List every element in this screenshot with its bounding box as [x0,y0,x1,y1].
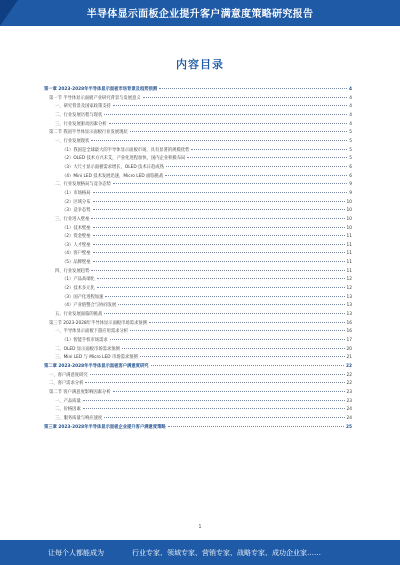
toc-entry[interactable] [44,190,352,199]
toc-entry-title: 第二节 客户满意度影响因素分析 [49,389,111,395]
toc-dot-leader [151,365,344,366]
toc-dot-leader [83,400,345,401]
toc-entry-page: 23 [346,389,352,395]
toc-dot-leader [113,391,345,392]
toc-entry-title: 三、行业进入壁垒 [55,216,90,222]
toc-entry-page: 13 [346,294,352,300]
toc-entry[interactable] [44,242,352,251]
toc-entry-page: 20 [346,346,352,352]
toc-dot-leader [149,322,345,323]
toc-dot-leader [93,235,345,236]
toc-dot-leader [90,374,345,375]
toc-entry-title: （2）技术多元化 [62,286,95,292]
toc-entry-title: 五、行业发展面临的挑战 [55,312,103,318]
toc-heading: 内容目录 [176,58,224,71]
toc-entry-title: 二、OLED 显示面板市场需求预测 [55,346,120,352]
toc-dot-leader [93,252,345,253]
toc-entry[interactable] [44,250,352,259]
toc-entry-page: 5 [349,156,352,162]
toc-entry[interactable] [44,268,352,277]
toc-entry-title: 三、服务质量与响应速度 [55,415,103,421]
toc-entry[interactable] [44,225,352,234]
toc-entry[interactable] [44,86,352,95]
toc-entry[interactable] [44,276,352,285]
toc-entry-page: 4 [349,87,352,92]
toc-entry[interactable] [44,354,352,363]
toc-entry-title: （4）产业链整合与协同发展 [62,303,117,309]
toc-entry-title: （1）我国是全球最大的半导体显示面板市场，具有显著的规模优势 [62,147,190,153]
table-of-contents [44,86,352,432]
toc-entry-title: （3）大尺寸显示面板需求增长，OLED 技术日趋成熟 [62,164,164,170]
toc-entry-page: 6 [349,173,352,179]
toc-dot-leader [93,244,345,245]
toc-entry-page: 13 [346,303,352,309]
toc-entry-title: 一、产品质量 [55,398,81,404]
toc-entry-title: （4）Mini LED 技术发展迅速，Micro LED 面临挑战 [62,173,164,179]
toc-entry[interactable] [44,294,352,303]
toc-entry[interactable] [44,398,352,407]
toc-entry-title: 第三节 2023-2028年半导体显示面板市场需求预测 [49,320,147,326]
toc-entry[interactable] [44,380,352,389]
toc-dot-leader [109,123,348,124]
toc-dot-leader [166,166,347,167]
toc-entry[interactable] [44,389,352,398]
toc-entry-title: 三、行业发展驱动因素分析 [55,121,107,127]
toc-entry-title: 一、研究背景及国家政策支持 [55,104,111,110]
toc-entry-page: 23 [346,398,352,404]
toc-entry-page: 5 [349,130,352,136]
toc-dot-leader [105,296,344,297]
toc-entry-page: 13 [346,312,352,318]
toc-entry-title: （3）人才壁垒 [62,242,91,248]
toc-entry-page: 24 [346,415,352,421]
toc-entry[interactable] [44,138,352,147]
toc-dot-leader [191,149,347,150]
toc-entry-title: （4）客户壁垒 [62,251,91,257]
toc-entry-page: 25 [346,424,352,430]
toc-entry-page: 9 [349,190,352,196]
toc-entry-page: 11 [346,268,352,274]
toc-entry-title: 二、客户需求分析 [49,381,84,387]
toc-dot-leader [110,339,345,340]
toc-entry[interactable] [44,173,352,182]
toc-entry-title: 第一节 半导体显示面板产业研究背景与发展意义 [49,95,141,101]
toc-dot-leader [83,408,345,409]
toc-entry[interactable] [44,406,352,415]
toc-dot-leader [143,97,348,98]
toc-entry-title: （1）智能手机市场需求 [62,338,108,344]
toc-entry-page: 6 [349,164,352,170]
toc-dot-leader [91,270,344,271]
footer-slogan: 让每个人都能成为 [48,549,104,557]
toc-entry[interactable] [44,259,352,268]
toc-entry[interactable] [44,346,352,355]
toc-entry-title: 三、Mini LED 与 Micro LED 市场需求预测 [55,355,138,361]
toc-entry-page: 9 [349,182,352,188]
toc-entry-page: 21 [346,355,352,361]
toc-entry-title: （2）资金壁垒 [62,234,91,240]
toc-dot-leader [97,287,345,288]
toc-entry-title: （1）技术壁垒 [62,225,91,231]
toc-entry[interactable] [44,328,352,337]
toc-entry-title: 四、行业发展趋势 [55,268,90,274]
toc-dot-leader [159,88,347,89]
toc-entry-title: 二、价格因素 [55,407,81,413]
toc-dot-leader [140,356,345,357]
toc-entry-title: 第一章 2023-2028年半导体显示面板市场背景及趋势预测 [44,87,158,92]
toc-entry-title: （2）OLED 技术方兴未艾，产业化进程加快，国内企业积极布局 [62,156,186,162]
toc-dot-leader [187,157,347,158]
toc-dot-leader [104,417,344,418]
toc-entry[interactable] [44,207,352,216]
toc-entry-page: 4 [349,121,352,127]
toc-dot-leader [168,426,344,427]
toc-dot-leader [118,304,344,305]
page-number: 1 [198,524,202,530]
toc-dot-leader [85,382,344,383]
toc-entry-page: 12 [346,286,352,292]
toc-entry-page: 10 [346,208,352,214]
toc-dot-leader [165,175,347,176]
toc-entry[interactable] [44,320,352,329]
toc-entry-title: 一、半导体显示面板下游应用需求分析 [55,329,129,335]
toc-dot-leader [104,114,347,115]
toc-entry[interactable] [44,372,352,381]
toc-entry-title: （2）区域分布 [62,199,91,205]
toc-entry-title: （5）品牌壁垒 [62,260,91,266]
toc-entry-page: 11 [346,242,352,248]
toc-entry-title: （1）产品高端化 [62,277,95,283]
toc-entry-page: 4 [349,95,352,101]
toc-dot-leader [113,105,347,106]
toc-entry[interactable] [44,216,352,225]
toc-entry-title: （1）市场格局 [62,190,91,196]
toc-entry-title: 第二章 2023-2028年半导体显示面板客户满意度研究 [44,364,149,369]
toc-entry-title: （3）国产化进程加速 [62,294,104,300]
toc-entry[interactable] [44,199,352,208]
toc-entry[interactable] [44,285,352,294]
toc-dot-leader [130,131,348,132]
toc-dot-leader [97,278,345,279]
toc-entry-page: 11 [346,251,352,257]
toc-dot-leader [93,227,345,228]
report-title: 半导体显示面板企业提升客户满意度策略研究报告 [86,9,314,20]
toc-entry[interactable] [44,415,352,424]
toc-dot-leader [93,192,348,193]
toc-entry[interactable] [44,363,352,372]
toc-entry-page: 22 [346,372,352,378]
toc-entry[interactable] [44,112,352,121]
footer-tags: 行业专家、领域专家、营销专家、战略专家、成功企业家…… [132,549,321,557]
toc-dot-leader [93,201,345,202]
toc-entry-page: 5 [349,138,352,144]
toc-entry-page: 17 [346,338,352,344]
toc-entry-page: 10 [346,199,352,205]
toc-dot-leader [130,330,344,331]
toc-entry[interactable] [44,302,352,311]
toc-dot-leader [113,183,347,184]
toc-entry[interactable] [44,121,352,130]
toc-entry-page: 4 [349,112,352,118]
toc-entry-page: 12 [346,277,352,283]
toc-entry-page: 11 [346,260,352,266]
toc-entry[interactable] [44,129,352,138]
toc-entry[interactable] [44,424,352,433]
toc-entry[interactable] [44,155,352,164]
toc-entry[interactable] [44,147,352,156]
toc-entry[interactable] [44,311,352,320]
toc-entry-page: 4 [349,104,352,110]
toc-dot-leader [93,261,345,262]
toc-entry-page: 5 [349,147,352,153]
toc-entry-title: 第三章 2023-2028年半导体显示面板企业提升客户满意度策略 [44,424,166,430]
toc-entry-page: 22 [346,381,352,387]
toc-entry-title: 二、行业发展格局与竞争态势 [55,182,111,188]
toc-entry-title: 一、行业发展现状 [55,138,90,144]
toc-entry[interactable] [44,337,352,346]
toc-entry[interactable] [44,181,352,190]
toc-entry[interactable] [44,103,352,112]
toc-entry-page: 24 [346,407,352,413]
toc-entry-title: 一、客户满意度研究 [49,372,88,378]
toc-entry[interactable] [44,233,352,242]
toc-entry-title: 第二节 我国半导体显示面板行业发展现状 [49,130,128,136]
toc-dot-leader [91,218,344,219]
toc-entry-page: 10 [346,216,352,222]
toc-entry-page: 10 [346,225,352,231]
toc-entry[interactable] [44,95,352,104]
toc-dot-leader [104,313,344,314]
toc-entry-page: 22 [346,364,352,369]
toc-entry-page: 16 [346,320,352,326]
toc-entry-title: （3）竞争态势 [62,208,91,214]
toc-entry-page: 11 [346,234,352,240]
toc-entry-page: 16 [346,329,352,335]
toc-dot-leader [91,140,347,141]
toc-entry[interactable] [44,164,352,173]
toc-dot-leader [122,348,345,349]
toc-dot-leader [93,209,345,210]
toc-entry-title: 二、行业发展历程与现状 [55,112,103,118]
